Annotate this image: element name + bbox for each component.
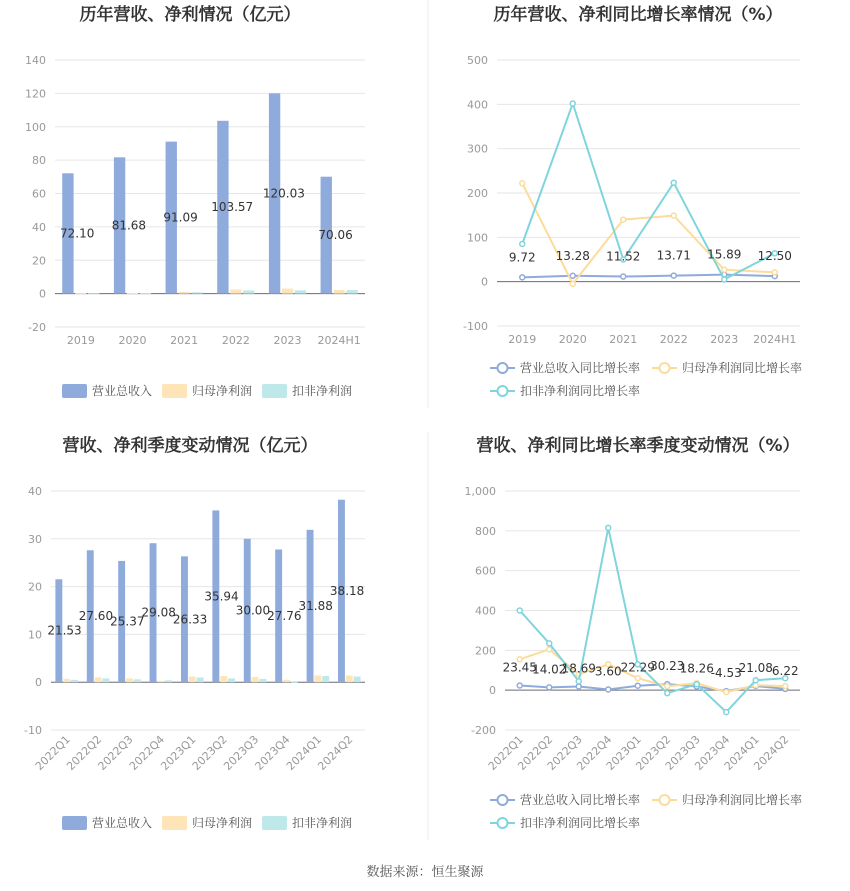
legend-swatch [162,816,187,830]
data-source-text: 数据来源：恒生聚源 [366,865,484,880]
data-point [621,274,626,279]
bar-deducted-net-profit [228,678,235,682]
revenue-data-label: 31.88 [298,599,333,614]
y-tick-label: 0 [35,676,42,690]
growth-data-label: 30.23 [650,659,685,674]
data-point [665,684,670,689]
revenue-data-label: 72.10 [60,226,95,241]
growth-data-label: 15.89 [707,247,742,262]
revenue-data-label: 81.68 [111,218,147,233]
y-tick-label: 500 [467,54,488,67]
y-tick-label: 30 [28,532,42,546]
bar-deducted-net-profit [165,680,172,682]
x-tick-label: 2022Q4 [126,732,168,773]
quarterly-growth-rate-chart [465,435,803,830]
y-tick-label: 10 [28,628,42,642]
x-tick-label: 2023Q4 [252,732,293,773]
bar-parent-net-profit [178,292,189,294]
legend-label: 扣非净利润 [292,384,353,398]
revenue-data-label: 25.37 [110,614,145,629]
legend-label: 扣非净利润同比增长率 [520,816,641,830]
y-tick-label: 40 [28,485,42,498]
x-tick-label: 2022Q4 [574,732,615,773]
x-tick-label: 2019 [508,333,537,346]
bar-deducted-net-profit [197,677,204,682]
bar-parent-net-profit [252,677,259,682]
data-point [722,277,727,282]
x-tick-label: 2023Q4 [692,732,733,773]
bar-parent-net-profit [75,293,86,294]
y-tick-label: 80 [32,154,46,168]
x-tick-label: 2022 [221,334,250,347]
x-tick-label: 2022Q2 [64,732,105,773]
legend-label: 归母净利润同比增长率 [682,361,803,375]
legend-label: 营业总收入 [92,816,153,830]
data-point [576,684,581,689]
data-point [671,213,676,218]
y-tick-label: 20 [32,254,46,268]
growth-data-label: 6.22 [771,663,799,678]
legend-marker [660,795,670,805]
y-tick-label: 100 [467,231,488,245]
revenue-data-label: 21.53 [47,623,82,638]
data-point [547,685,552,690]
growth-data-label: 14.02 [532,662,567,677]
legend-swatch [62,384,87,398]
y-tick-label: -20 [28,321,46,334]
bar-parent-net-profit [63,679,70,682]
legend-swatch [262,816,287,830]
x-tick-label: 2021 [609,333,638,346]
data-point [694,682,699,687]
legend-marker [498,818,508,828]
chart-title: 营收、净利同比增长率季度变动情况（%） [476,436,800,456]
bar-parent-net-profit [282,289,293,294]
y-tick-label: 200 [467,187,488,200]
x-tick-label: 2023Q3 [662,732,703,773]
data-point [621,217,626,222]
y-tick-label: 60 [32,187,46,201]
y-tick-label: 0 [481,275,488,289]
x-tick-label: 2022Q3 [544,732,585,773]
annual-growth-rate-chart [463,4,802,398]
x-tick-label: 2022Q1 [485,732,526,773]
y-tick-label: 40 [32,220,46,234]
legend-marker [660,363,670,373]
bar-deducted-net-profit [140,293,151,294]
data-point [570,281,575,286]
y-tick-label: 0 [39,287,46,301]
x-tick-label: 2022Q2 [515,732,556,773]
revenue-data-label: 91.09 [163,210,198,225]
x-tick-label: 2019 [66,334,95,347]
x-tick-label: 2023 [273,334,302,347]
data-point [665,691,670,696]
data-point [724,710,729,715]
bar-parent-net-profit [220,676,227,682]
y-tick-label: 20 [28,580,42,594]
bar-parent-net-profit [283,680,290,682]
data-point [635,676,640,681]
revenue-data-label: 30.00 [235,603,271,618]
revenue-data-label: 27.76 [267,608,302,623]
bar-parent-net-profit [95,677,102,682]
data-point [576,679,581,684]
bar-parent-net-profit [157,681,164,682]
bar-deducted-net-profit [102,678,109,682]
y-tick-label: 120 [25,87,46,101]
bar-deducted-net-profit [191,292,202,293]
growth-data-label: -4.53 [710,666,742,681]
x-tick-label: 2023Q3 [221,732,262,773]
legend-label: 归母净利润 [192,816,253,830]
x-tick-label: 2022 [659,333,688,346]
bar-parent-net-profit [189,676,196,682]
bar-parent-net-profit [230,289,241,293]
bar-parent-net-profit [127,293,138,294]
data-point [517,608,522,613]
growth-data-label: 12.50 [757,249,792,264]
x-tick-label: 2024H1 [317,334,361,347]
revenue-data-label: 29.08 [141,605,176,620]
y-tick-label: 400 [475,604,496,618]
data-point [570,101,575,106]
data-point [547,641,552,646]
y-tick-label: 400 [467,98,488,112]
legend-swatch [162,384,187,398]
legend-label: 归母净利润 [192,384,253,398]
x-tick-label: 2021 [170,334,199,347]
data-point [671,273,676,278]
y-tick-label: 140 [25,54,46,67]
data-point [520,241,525,246]
legend-label: 营业总收入同比增长率 [520,361,641,375]
legend-label: 营业总收入同比增长率 [520,793,641,807]
x-tick-label: 2024Q1 [283,732,325,773]
y-tick-label: -10 [24,724,42,737]
growth-data-label: 22.29 [620,660,655,675]
data-point [606,525,611,530]
series-line-revenue-growth [522,275,775,278]
data-point [671,180,676,185]
bar-parent-net-profit [126,678,133,682]
revenue-data-label: 26.33 [172,612,208,627]
growth-data-label: 9.72 [508,250,536,265]
bar-deducted-net-profit [291,682,298,683]
quarterly-revenue-profit-chart [24,435,365,830]
bar-deducted-net-profit [88,293,99,294]
growth-data-label: 21.08 [738,660,773,675]
chart-title: 历年营收、净利情况（亿元） [79,5,301,25]
y-tick-label: -200 [471,724,496,737]
y-tick-label: 100 [25,120,46,134]
x-tick-label: 2023Q2 [189,732,230,773]
revenue-data-label: 27.60 [78,609,114,624]
chart-title: 营收、净利季度变动情况（亿元） [62,436,318,456]
revenue-data-label: 70.06 [318,228,353,243]
y-tick-label: -100 [463,320,488,333]
legend-marker [498,386,508,396]
legend-label: 扣非净利润同比增长率 [520,384,641,398]
bar-deducted-net-profit [259,679,266,682]
x-tick-label: 2024H1 [753,333,797,346]
growth-data-label: 18.69 [561,661,596,676]
y-tick-label: 200 [475,644,496,658]
data-point [722,267,727,272]
data-point [520,275,525,280]
bar-deducted-net-profit [354,676,361,682]
legend-marker [498,363,508,373]
data-point [753,678,758,683]
growth-data-label: 18.26 [679,661,714,676]
series-line-parent-net-growth [522,183,775,284]
growth-data-label: 23.45 [502,660,537,675]
data-point [520,181,525,186]
legend-swatch [62,816,87,830]
data-point [635,683,640,688]
bar-deducted-net-profit [322,676,329,682]
data-point [772,270,777,275]
data-point [517,683,522,688]
annual-revenue-profit-chart [25,4,365,398]
y-tick-label: 600 [475,564,496,578]
growth-data-label: 11.52 [606,249,641,264]
y-tick-label: 800 [475,524,496,538]
growth-data-label: 13.28 [555,248,590,263]
x-tick-label: 2023 [710,333,739,346]
legend-label: 营业总收入 [92,384,153,398]
data-point [547,647,552,652]
legend-swatch [262,384,287,398]
data-point [783,684,788,689]
bar-parent-net-profit [314,676,321,683]
x-tick-label: 2023Q1 [603,732,644,773]
bar-parent-net-profit [333,290,344,294]
revenue-data-label: 103.57 [211,200,254,215]
bar-deducted-net-profit [134,679,141,682]
growth-data-label: 13.71 [656,248,691,263]
x-tick-label: 2022Q1 [32,732,73,773]
bar-deducted-net-profit [346,290,357,294]
data-point [724,690,729,695]
revenue-data-label: 38.18 [329,583,365,598]
data-point [570,273,575,278]
bar-parent-net-profit [346,676,353,683]
y-tick-label: 0 [489,684,496,698]
data-point [606,687,611,692]
x-tick-label: 2024Q2 [751,732,792,773]
revenue-data-label: 35.94 [204,589,239,604]
x-tick-label: 2020 [558,333,587,346]
x-tick-label: 2022Q3 [95,732,136,773]
x-tick-label: 2020 [118,334,147,347]
revenue-data-label: 120.03 [262,186,305,201]
legend-label: 归母净利润同比增长率 [682,793,803,807]
y-tick-label: 300 [467,142,488,156]
growth-data-label: 3.60 [594,664,622,679]
legend-marker [498,795,508,805]
x-tick-label: 2023Q2 [633,732,674,773]
bar-deducted-net-profit [71,680,78,682]
bar-deducted-net-profit [243,290,254,293]
chart-title: 历年营收、净利同比增长率情况（%） [493,5,783,25]
y-tick-label: 1,000 [464,485,496,498]
x-tick-label: 2023Q1 [158,732,199,773]
legend-label: 扣非净利润 [292,816,353,830]
x-tick-label: 2024Q1 [721,732,762,773]
bar-deducted-net-profit [295,290,306,293]
x-tick-label: 2024Q2 [315,732,356,773]
